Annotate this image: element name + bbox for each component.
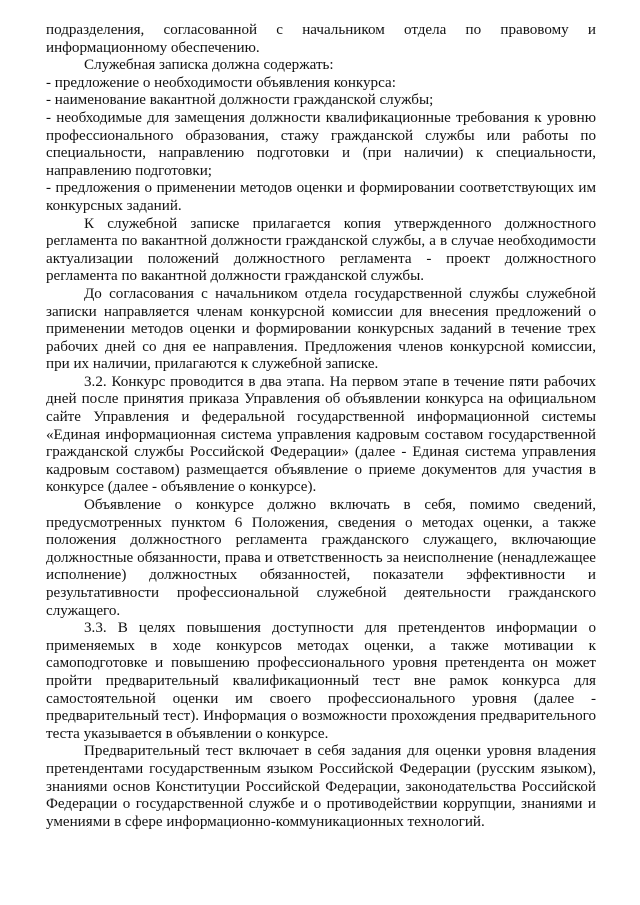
paragraph: Предварительный тест включает в себя задания для оценки уровня владения претендентами государственным языком Российской Федерации (русским языком), знаниями основ Конституции Российской Федерации, законодательства Российской Федерации о государственной службе и о противодействии коррупции, знаниями и умениями в сфере информационно-коммуникационных технологий.	[46, 743, 596, 830]
paragraph: Служебная записка должна содержать:	[84, 57, 334, 74]
list-item: - наименование вакантной должности гражданской службы;	[46, 92, 434, 109]
list-item: - предложения о применении методов оценки и формировании соответствующих им конкурсных заданий.	[46, 180, 596, 214]
paragraph: 3.2. Конкурс проводится в два этапа. На первом этапе в течение пяти рабочих дней после принятия приказа Управления об объявлении конкурса на официальном сайте Управления и федеральной государственной информационной системы «Единая информационная система управления кадровым составом государственной гражданской службы Российской Федерации» (далее - Единая система управления кадровым составом) размещается объявление о приеме документов для участия в конкурсе (далее - объявление о конкурсе).	[46, 373, 596, 496]
paragraph: До согласования с начальником отдела государственной службы служебной записки направляется членам конкурсной комиссии для внесения предложений о применении методов оценки и формировании конкурсных заданий в течение трех рабочих дней со дня ее направления. Предложения членов конкурсной комиссии, при их наличии, прилагаются к служебной записке.	[46, 285, 596, 373]
list-item: - необходимые для замещения должности квалификационные требования к уровню профессионального образования, стажу гражданской службы или работы по специальности, направлению подготовки и (при наличии) к специальности, направлению подготовки;	[46, 109, 596, 179]
list-item: - предложение о необходимости объявления конкурса:	[46, 74, 396, 91]
paragraph: К служебной записке прилагается копия утвержденного должностного регламента по вакантной должности гражданской службы, а в случае необходимости актуализации положений должностного регламента - проект должностного регламента по вакантной должности гражданской службы.	[46, 215, 596, 285]
paragraph: подразделения, согласованной с начальником отдела по правовому и информационному обеспечению.	[46, 22, 596, 56]
paragraph: 3.3. В целях повышения доступности для претендентов информации о применяемых в ходе конкурсов методах оценки, а также мотивации к самоподготовке и повышению профессионального уровня претендента он может пройти предварительный квалификационный тест вне рамок конкурса для самостоятельной оценки им своего профессионального уровня (далее - предварительный тест). Информация о возможности прохождения предварительного теста указывается в объявлении о конкурсе.	[46, 620, 596, 742]
paragraph: Объявление о конкурсе должно включать в себя, помимо сведений, предусмотренных пунктом 6 Положения, сведения о методах оценки, а также положения должностного регламента гражданского служащего, включающие должностные обязанности, права и ответственность за неисполнение (ненадлежащее исполнение) должностных обязанностей, показатели эффективности и результативности профессиональной служебной деятельности гражданского служащего.	[46, 497, 596, 619]
